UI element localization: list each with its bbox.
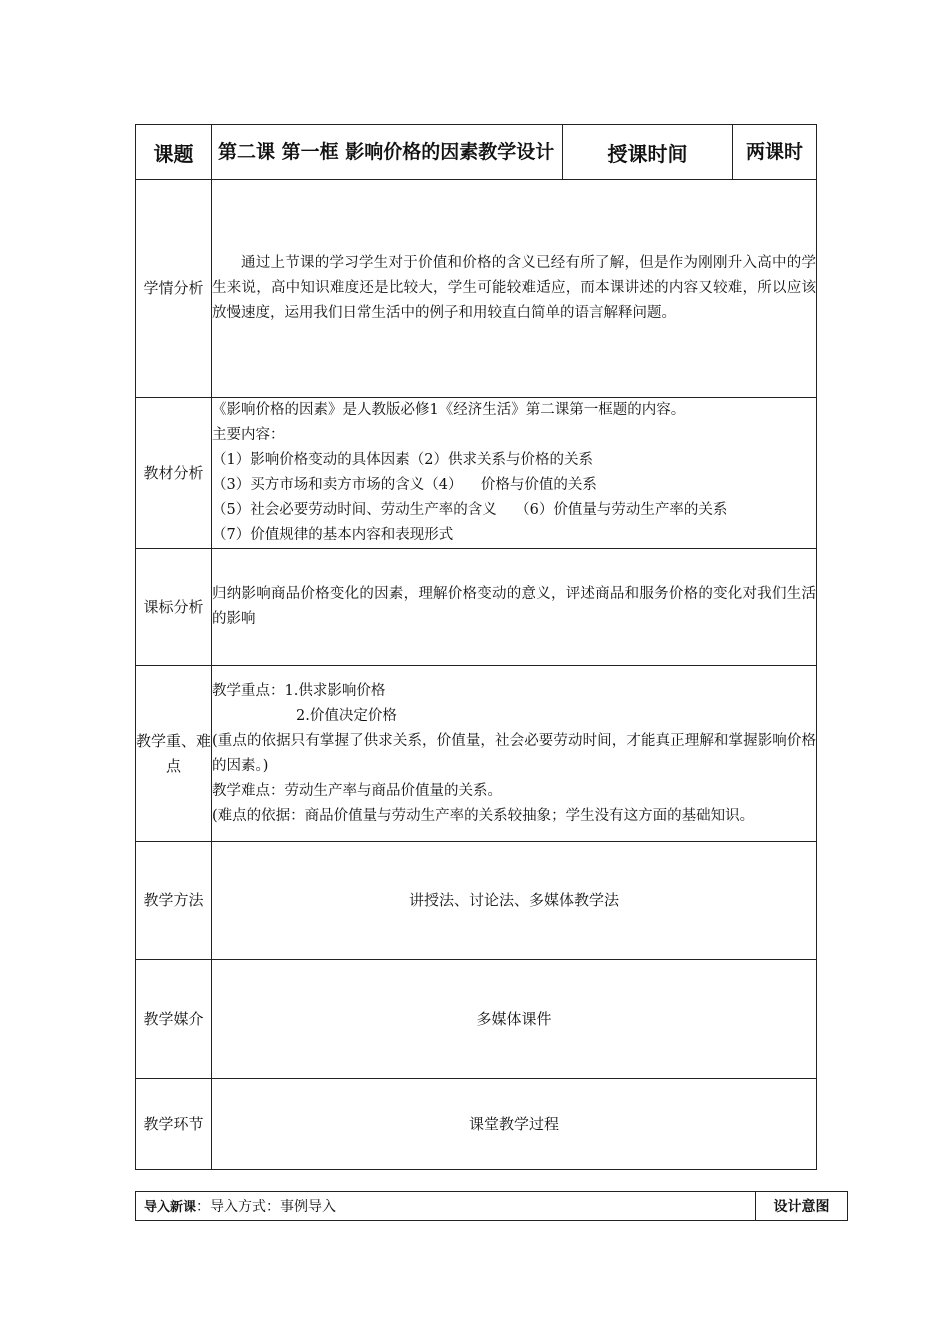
row-methods [136,842,817,960]
textbook-line: （1）影响价格变动的具体因素（2）供求关系与价格的关系 [212,452,593,468]
focus-basis: (重点的依据只有掌握了供求关系，价值量，社会必要劳动时间，才能真正理解和掌握影响价格的因素。) [212,732,816,774]
textbook-line: （3）买方市场和卖方市场的含义（4） 价格与价值的关系 [212,477,597,493]
difficulty-line: 教学难点：劳动生产率与商品价值量的关系。 [212,782,502,799]
textbook-analysis-content [212,398,817,549]
textbook-line: 《影响价格的因素》是人教版必修1《经济生活》第二课第一框题的内容。 [212,402,686,418]
time-label: 授课时间 [563,125,733,180]
row-standard-analysis [136,549,817,666]
intro-cell [136,1192,756,1221]
intro-colon: ： [196,1199,211,1215]
row-textbook-analysis [136,398,817,549]
topic-title: 第二课 第一框 影响价格的因素教学设计 [212,125,563,180]
focus-line-1: 教学重点：1.供求影响价格 [212,682,386,699]
difficulty-basis: (难点的依据：商品价值量与劳动生产率的关系较抽象；学生没有这方面的基础知识。 [212,807,755,824]
media-text: 多媒体课件 [212,960,817,1079]
focus-line-2: 2.价值决定价格 [296,707,397,724]
row-key-points [136,666,817,842]
lesson-plan-table [135,124,817,1170]
standard-analysis-label: 课标分析 [136,549,212,666]
time-value: 两课时 [733,125,817,180]
row-student-analysis [136,180,817,398]
header-row [136,125,817,180]
stage-text: 课堂教学过程 [212,1079,817,1170]
media-label: 教学媒介 [136,960,212,1079]
topic-label: 课题 [136,125,212,180]
standard-analysis-text: 归纳影响商品价格变化的因素，理解价格变动的意义，评述商品和服务价格的变化对我们生活的影响 [212,549,817,666]
student-analysis-label: 学情分析 [136,180,212,398]
intro-label: 导入新课 [144,1200,197,1215]
key-points-label: 教学重、难点 [136,666,212,842]
textbook-line: 主要内容： [212,427,285,443]
stage-label: 教学环节 [136,1079,212,1170]
key-points-content [212,666,817,842]
student-analysis-text: 通过上节课的学习学生对于价值和价格的含义已经有所了解，但是作为刚刚升入高中的学生来说，高中知识难度还是比较大，学生可能较难适应，而本课讲述的内容又较难，所以应该放慢速度，运用我们日常生活中的例子和用较直白简单的语言解释问题。 [212,180,817,398]
design-label: 设计意图 [756,1192,848,1221]
intro-text: 导入方式：事例导入 [210,1199,337,1215]
methods-label: 教学方法 [136,842,212,960]
methods-text: 讲授法、讨论法、多媒体教学法 [212,842,817,960]
textbook-analysis-label: 教材分析 [136,398,212,549]
row-stage [136,1079,817,1170]
textbook-line: （5）社会必要劳动时间、劳动生产率的含义 （6）价值量与劳动生产率的关系 [212,502,728,518]
textbook-line: （7）价值规律的基本内容和表现形式 [212,527,454,543]
intro-row [136,1192,848,1221]
intro-table [135,1191,848,1221]
row-media [136,960,817,1079]
